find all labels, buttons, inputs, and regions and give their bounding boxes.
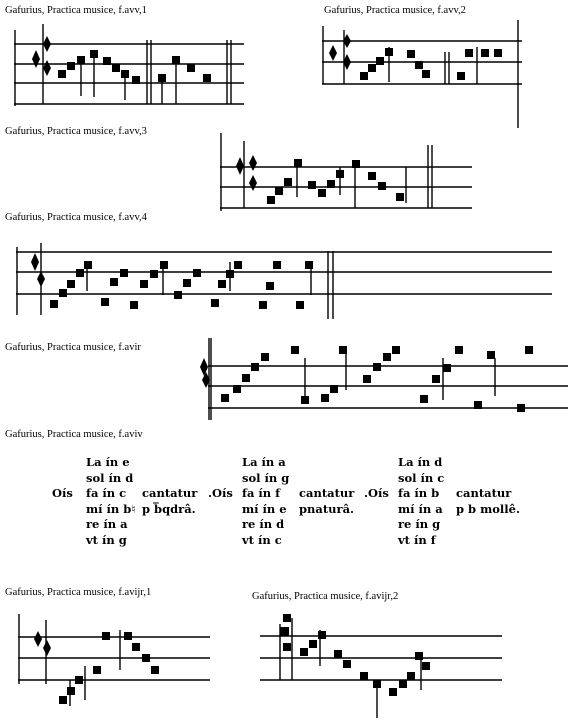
hexachord-row-re: re ín g <box>398 517 441 531</box>
hexachord-per: p b̅qdrâ. <box>142 501 196 516</box>
caption-aviv: Gafurius, Practica musice, f.aviv <box>5 429 143 440</box>
hexachord-per: pnaturâ. <box>299 501 355 516</box>
music-example-avv-1 <box>0 0 300 120</box>
music-example-avijr-1 <box>0 600 240 720</box>
hexachord-row-ut: vt ín f <box>398 532 436 547</box>
hexachord-row-mi: mí ín a <box>398 501 443 516</box>
hexachord-row-la: La ín a <box>242 455 286 469</box>
hexachord-row-mi: mí ín e <box>242 501 287 516</box>
hexachord-cantatur: cantatur <box>456 486 512 500</box>
music-example-avv-3 <box>200 125 500 215</box>
hexachord-row-re: re ín a <box>86 517 128 531</box>
hexachord-row-fa: fa ín b <box>398 486 440 500</box>
hexachord-row-fa: fa ín c <box>86 486 127 500</box>
music-example-avijr-2 <box>240 600 582 720</box>
caption-avv-4: Gafurius, Practica musice, f.avv,4 <box>5 212 147 223</box>
caption-avv-2: Gafurius, Practica musice, f.avv,2 <box>324 5 466 16</box>
hexachord-row-la: La ín d <box>398 455 443 469</box>
hexachord-row-sol: sol ín c <box>398 470 445 485</box>
hexachord-ois-label: .Oís <box>208 486 233 500</box>
music-example-avir <box>180 330 580 425</box>
caption-avv-1: Gafurius, Practica musice, f.avv,1 <box>5 5 147 16</box>
hexachord-ois-label: Oís <box>52 486 73 500</box>
hexachord-row-ut: vt ín g <box>86 532 127 547</box>
hexachord-ois-label: .Oís <box>364 486 389 500</box>
hexachord-row-la: La ín e <box>86 455 130 469</box>
hexachord-row-ut: vt ín c <box>242 532 282 547</box>
music-example-avv-4 <box>0 225 560 325</box>
hexachord-table-natura <box>208 455 368 555</box>
hexachord-row-re: re ín d <box>242 517 285 531</box>
music-example-avv-2 <box>300 0 582 130</box>
caption-avir: Gafurius, Practica musice, f.avir <box>5 342 141 353</box>
hexachord-row-sol: sol ín g <box>242 470 290 485</box>
caption-avijr-1: Gafurius, Practica musice, f.avijr,1 <box>5 587 152 598</box>
caption-avv-3: Gafurius, Practica musice, f.avv,3 <box>5 126 147 137</box>
caption-avijr-2: Gafurius, Practica musice, f.avijr,2 <box>252 591 399 602</box>
hexachord-table-b-molle <box>364 455 539 555</box>
hexachord-row-mi: mí ín b♮ <box>86 501 136 516</box>
hexachord-cantatur: cantatur <box>142 486 198 500</box>
hexachord-row-fa: fa ín f <box>242 486 281 500</box>
hexachord-cantatur: cantatur <box>299 486 355 500</box>
hexachord-row-sol: sol ín d <box>86 470 134 485</box>
hexachord-per: p b mollê. <box>456 501 520 516</box>
